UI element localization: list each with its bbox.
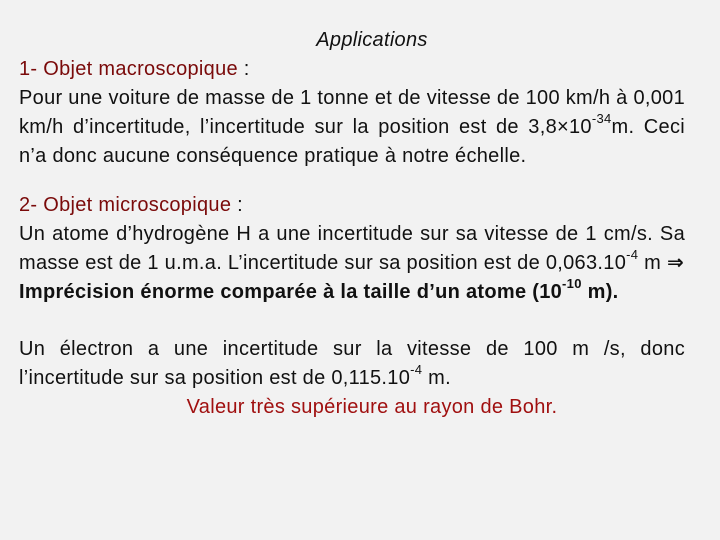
section1-exponent: -34 [591,111,612,127]
section1-paragraph [19,84,685,171]
section2-exponent: -4 [626,247,639,263]
section2-heading-colon: : [231,194,243,216]
page-title: Applications [316,29,428,51]
section2-heading [19,191,685,220]
section1-text-part2: m. Ceci n’a donc aucune conséquence pratique à notre échelle. [19,116,685,167]
slide-content [19,26,685,422]
section3-exponent: -4 [410,362,423,378]
section3-text-part1: Un électron a une incertitude sur la vitesse de 100 m /s, donc l’incertitude sur sa position est de 0,115.10 [19,338,685,389]
section2-text-part1: Un atome d’hydrogène H a une incertitude sur sa vitesse de 1 cm/s. Sa masse est de 1 u.m.a. L’incertitude sur sa position est de 0,063.10 [19,223,685,274]
section1-heading-text: 1- Objet macroscopique [19,58,238,80]
section1-heading-colon: : [237,58,250,80]
section3-paragraph [19,335,685,393]
section2-conclusion-part1: Imprécision énorme comparée à la taille d’un atome (10 [19,281,563,303]
section2-text-part2: m [638,252,667,274]
section2-conclusion [19,278,685,307]
section2-heading-text: 2- Objet microscopique [19,194,232,216]
section2-conclusion-exponent: -10 [562,276,582,292]
section2-paragraph [19,220,685,278]
section1-text-part1: Pour une voiture de masse de 1 tonne et de vitesse de 100 km/h à 0,001 km/h d’incertitude, l’incertitude sur la position est de 3,8×10 [19,87,685,138]
section1-heading [19,55,685,84]
section2-conclusion-part2: m). [581,281,619,303]
implies-arrow-icon: ⇒ [666,252,685,274]
section3-conclusion: Valeur très supérieure au rayon de Bohr. [186,396,558,418]
section3-text-part2: m. [422,367,451,389]
